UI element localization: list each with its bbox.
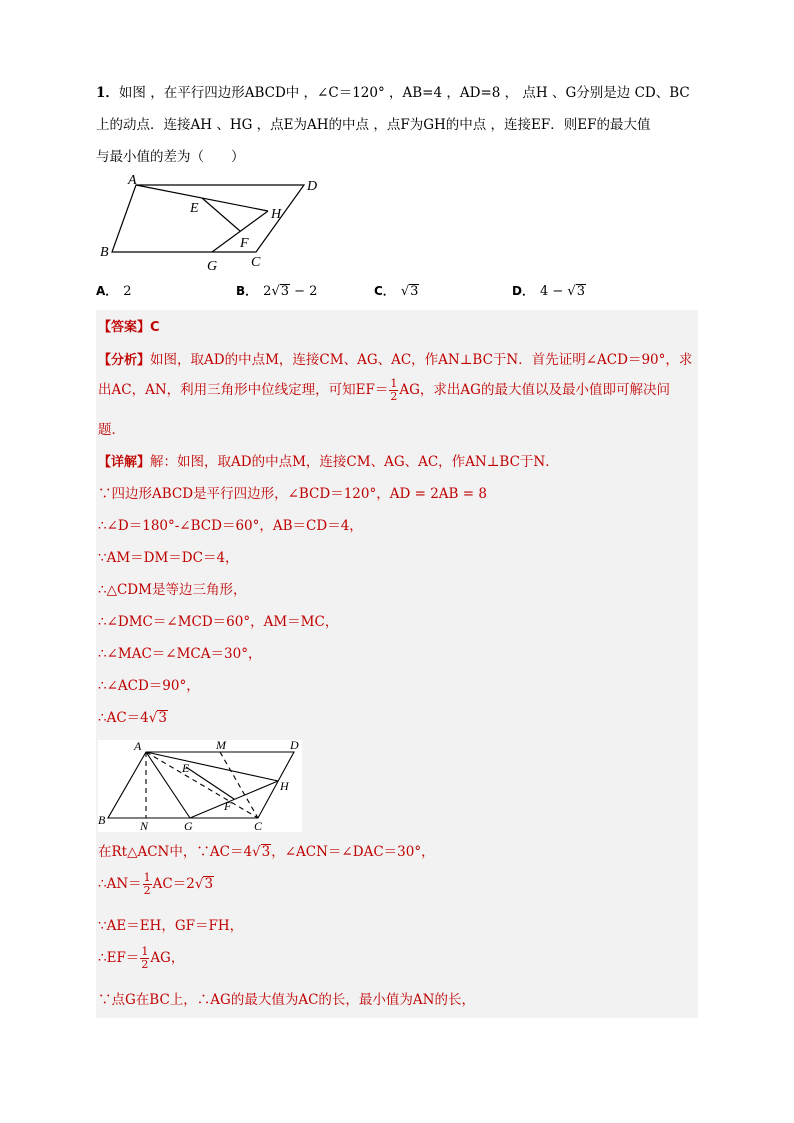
step-13: ∵点G在BC上，∴AG的最大值为AC的长，最小值为AN的长， <box>98 992 475 1008</box>
label-C: C <box>251 255 261 270</box>
question-line-1 <box>96 78 696 108</box>
step-4: ∴△CDM是等边三角形， <box>98 582 247 598</box>
label-M: M <box>216 738 226 752</box>
analysis-line-3: 题． <box>98 422 125 438</box>
analysis-line-1: 【分析】如图，取AD的中点M，连接CM、AG、AC，作AN⊥BC于N．首先证明∠ACD＝90°，求 <box>98 352 693 368</box>
option-d[interactable]: D． 4 − √3 <box>512 284 585 299</box>
sqrt-sign: √ <box>400 284 410 299</box>
segment-AC <box>146 752 258 818</box>
segment-HG <box>190 781 278 818</box>
label-B: B <box>100 245 109 260</box>
answer-line: 【答案】C <box>98 320 160 335</box>
parallelogram-figure-2 <box>98 740 302 832</box>
parallelogram-figure-1 <box>96 172 316 278</box>
question-text-1: 如图 ，在平行四边形ABCD中 ，∠C＝120° ，AB=4 ，AD=8 ， 点H 、G分别是边 CD、BC <box>118 85 690 101</box>
label-E: E <box>190 201 199 216</box>
label-A: A <box>128 173 137 188</box>
detail-line-1: 【详解】解：如图，取AD的中点M，连接CM、AG、AC，作AN⊥BC于N． <box>98 454 559 470</box>
fraction-one-half: $\frac{1}{2}$ <box>143 871 151 897</box>
step-7: ∴∠ACD＝90°， <box>98 678 200 694</box>
step-3: ∵AM＝DM＝DC＝4， <box>98 550 239 566</box>
label-D: D <box>307 179 318 194</box>
fraction-one-half: $\frac{1}{2}$ <box>390 377 398 403</box>
sqrt-sign: √ <box>252 844 261 860</box>
answer-value: C <box>150 320 160 335</box>
sqrt-sign: √ <box>148 710 158 726</box>
option-a[interactable]: A． 2 <box>96 284 132 299</box>
label-F: F <box>224 799 232 813</box>
label-G: G <box>207 259 218 274</box>
step-6: ∴∠MAC＝∠MCA＝30°， <box>98 646 262 662</box>
step-8: ∴AC＝4√3 <box>98 710 167 726</box>
option-c[interactable]: C． √3 <box>374 284 419 299</box>
sqrt-sign: √ <box>194 876 204 892</box>
step-2: ∴∠D＝180°-∠BCD＝60°，AB＝CD＝4， <box>98 518 363 534</box>
sqrt-sign: √ <box>567 284 576 299</box>
label-A: A <box>134 739 142 753</box>
answer-options <box>96 282 696 306</box>
label-B: B <box>98 813 106 827</box>
step-10: ∴AN＝ $\frac{1}{2}$ AC＝2√3 <box>98 871 214 897</box>
option-b[interactable]: B． 2√3 − 2 <box>236 284 318 299</box>
step-11: ∵AE＝EH，GF＝FH， <box>98 918 244 934</box>
label-D: D <box>290 738 299 752</box>
label-H: H <box>271 207 282 222</box>
analysis-line-2: 出AC，AN，利用三角形中位线定理，可知EF＝ $\frac{1}{2}$ AG，求出AG的最大值以及最小值即可解决问 <box>98 377 670 403</box>
label-F: F <box>240 236 249 251</box>
solution-panel <box>96 310 698 1018</box>
question-line-3: 与最小值的差为（ ） <box>96 149 245 165</box>
question-number: 1． <box>96 85 119 101</box>
label-H: H <box>280 779 289 793</box>
sqrt-sign: √ <box>271 284 280 299</box>
segment-EF <box>202 198 240 231</box>
step-5: ∴∠DMC＝∠MCD＝60°，AM＝MC， <box>98 614 339 630</box>
fraction-one-half: $\frac{1}{2}$ <box>141 945 149 971</box>
label-E: E <box>182 761 190 775</box>
label-N: N <box>140 819 149 833</box>
step-1: ∵四边形ABCD是平行四边形，∠BCD＝120°，AD = 2AB = 8 <box>98 486 487 502</box>
label-G: G <box>184 819 193 833</box>
label-C: C <box>254 819 263 833</box>
question-line-2: 上的动点．连接AH 、HG ，点E为AH的中点 ，点F为GH的中点 ，连接EF．则EF的最大值 <box>96 117 651 133</box>
segment-AH <box>146 752 278 781</box>
step-12: ∴EF＝ $\frac{1}{2}$ AG， <box>98 945 185 971</box>
segment-EF <box>186 767 234 799</box>
step-9: 在Rt△ACN中，∵AC＝4√3，∠ACN＝∠DAC＝30°， <box>98 844 435 860</box>
